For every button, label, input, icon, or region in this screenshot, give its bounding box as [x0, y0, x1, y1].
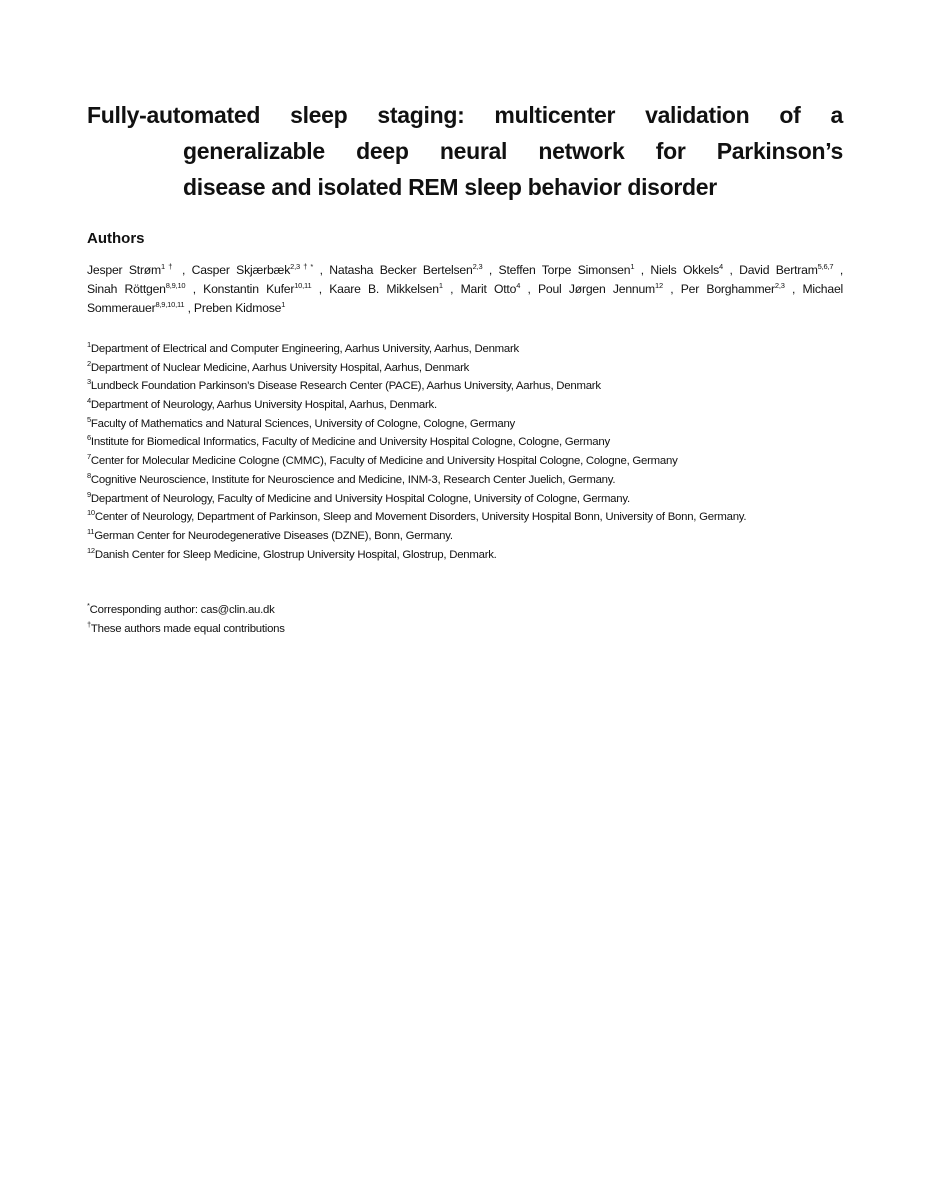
- author-entry: [319, 282, 443, 296]
- author-entry: [87, 263, 176, 277]
- affiliation-number: 12: [87, 545, 95, 555]
- affiliation-marker: 8,9,10: [165, 281, 186, 290]
- author-name: ,: [839, 263, 844, 277]
- affiliation-item: [87, 508, 746, 527]
- author-name: , Per Borghammer: [670, 282, 775, 296]
- author-name: , Natasha Becker Bertelsen: [319, 263, 473, 277]
- affiliation-marker: 8,9,10,11: [155, 300, 185, 309]
- affiliation-number: 5: [87, 414, 91, 424]
- footnote-mark: †: [87, 620, 91, 629]
- author-name: , David Bertram: [729, 263, 818, 277]
- footnotes: [87, 601, 285, 639]
- affiliation-number: 8: [87, 470, 91, 480]
- affiliation-text: Department of Neurology, Faculty of Medicine and University Hospital Cologne, University of Cologne, Germany.: [90, 492, 630, 505]
- author-entry: [489, 263, 634, 277]
- affiliation-marker: 5,6,7: [817, 262, 834, 271]
- affiliation-marker: 1: [281, 300, 286, 309]
- author-entry: [670, 282, 784, 296]
- author-line: [87, 261, 843, 280]
- affiliation-text: Cognitive Neuroscience, Institute for Neuroscience and Medicine, INM-3, Research Center Juelich, Germany.: [90, 473, 616, 486]
- affiliation-marker: 1: [438, 281, 443, 290]
- title-line: generalizable deep neural network for Parkinson’s: [183, 138, 843, 164]
- affiliation-item: [87, 433, 746, 452]
- author-name: , Michael: [791, 282, 844, 296]
- affiliation-marker: 4: [719, 262, 723, 271]
- author-name: , Kaare B. Mikkelsen: [318, 282, 439, 296]
- affiliation-marker: 10,11: [294, 281, 312, 290]
- affiliation-text: Department of Electrical and Computer Engineering, Aarhus University, Aarhus, Denmark: [90, 343, 519, 355]
- affiliation-item: [87, 415, 746, 434]
- affiliation-number: 4: [87, 396, 91, 406]
- title-line: disease and isolated REM sleep behavior disorder: [183, 174, 717, 200]
- affiliation-number: 3: [87, 377, 91, 387]
- author-name: , Steffen Torpe Simonsen: [488, 263, 631, 277]
- author-name: Sommerauer: [87, 301, 156, 315]
- affiliation-item: [87, 546, 746, 565]
- affiliation-list: [87, 340, 746, 564]
- title-line: Fully-automated sleep staging: multicenter validation of a: [87, 102, 843, 128]
- paper-title: [87, 97, 843, 205]
- affiliation-item: [87, 490, 746, 509]
- author-name: , Casper Skjærbæk: [181, 263, 291, 277]
- affiliation-item: [87, 359, 746, 378]
- affiliation-marker: 2,3: [472, 262, 483, 271]
- author-entry: [641, 263, 723, 277]
- affiliation-item: [87, 396, 746, 415]
- footnote-text: These authors made equal contributions: [90, 623, 285, 635]
- affiliation-number: 6: [87, 433, 91, 443]
- affiliation-text: Faculty of Mathematics and Natural Sciences, University of Cologne, Cologne, Germany: [90, 417, 515, 430]
- footnote: [87, 620, 285, 639]
- author-entry: [729, 263, 833, 277]
- author-entry: [188, 301, 286, 315]
- affiliation-text: Institute for Biomedical Informatics, Faculty of Medicine and University Hospital Cologne, Cologne, Germany: [90, 436, 610, 449]
- author-line: [87, 280, 843, 299]
- affiliation-marker: 2,3†*: [290, 262, 314, 271]
- affiliation-number: 11: [87, 526, 95, 536]
- affiliation-item: [87, 452, 746, 471]
- author-name: , Poul Jørgen Jennum: [527, 282, 656, 296]
- author-name: Jesper Strøm: [87, 263, 162, 277]
- affiliation-text: Lundbeck Foundation Parkinson’s Disease Research Center (PACE), Aarhus University, Aarhus, Denmark: [90, 380, 601, 393]
- author-entry: [792, 282, 843, 296]
- author-name: , Niels Okkels: [640, 263, 720, 277]
- affiliation-text: Center of Neurology, Department of Parkinson, Sleep and Movement Disorders, University Hospital Bonn, University of Bonn, Germany.: [94, 511, 747, 524]
- author-name: , Marit Otto: [450, 282, 517, 296]
- author-name: , Preben Kidmose: [187, 301, 282, 315]
- affiliation-item: [87, 377, 746, 396]
- affiliation-marker: 2,3: [774, 281, 785, 290]
- author-name: , Konstantin Kufer: [192, 282, 295, 296]
- affiliation-number: 2: [87, 358, 91, 368]
- author-list: [87, 261, 843, 318]
- affiliation-text: Danish Center for Sleep Medicine, Glostrup University Hospital, Glostrup, Denmark.: [94, 548, 497, 561]
- footnote: [87, 601, 285, 620]
- author-entry: [840, 263, 843, 277]
- affiliation-item: [87, 340, 746, 359]
- affiliation-marker: 1†: [161, 262, 176, 271]
- affiliation-item: [87, 471, 746, 490]
- author-entry: [527, 282, 663, 296]
- author-entry: [320, 263, 483, 277]
- affiliation-text: Department of Neurology, Aarhus University Hospital, Aarhus, Denmark.: [90, 399, 437, 412]
- author-entry: [87, 282, 185, 296]
- author-entry: [450, 282, 520, 296]
- footnote-text: Corresponding author: cas@clin.au.dk: [89, 604, 275, 616]
- authors-heading: Authors: [87, 230, 145, 247]
- affiliation-marker: 4: [516, 281, 521, 290]
- affiliation-text: Department of Nuclear Medicine, Aarhus University Hospital, Aarhus, Denmark: [90, 361, 470, 374]
- affiliation-marker: 12: [655, 281, 663, 290]
- affiliation-number: 9: [87, 489, 91, 499]
- affiliation-number: 7: [87, 452, 91, 462]
- affiliation-text: German Center for Neurodegenerative Diseases (DZNE), Bonn, Germany.: [94, 529, 453, 542]
- footnote-mark: *: [87, 601, 90, 610]
- affiliation-text: Center for Molecular Medicine Cologne (CMMC), Faculty of Medicine and University Hospital Cologne, Cologne, Germany: [90, 455, 678, 468]
- author-entry: [193, 282, 312, 296]
- affiliation-item: [87, 527, 746, 546]
- author-entry: [182, 263, 313, 277]
- affiliation-marker: 1: [630, 262, 635, 271]
- author-name: Sinah Röttgen: [87, 282, 166, 296]
- author-entry: [87, 301, 184, 315]
- author-line: [87, 299, 843, 318]
- affiliation-number: 10: [87, 508, 95, 518]
- affiliation-number: 1: [87, 340, 91, 349]
